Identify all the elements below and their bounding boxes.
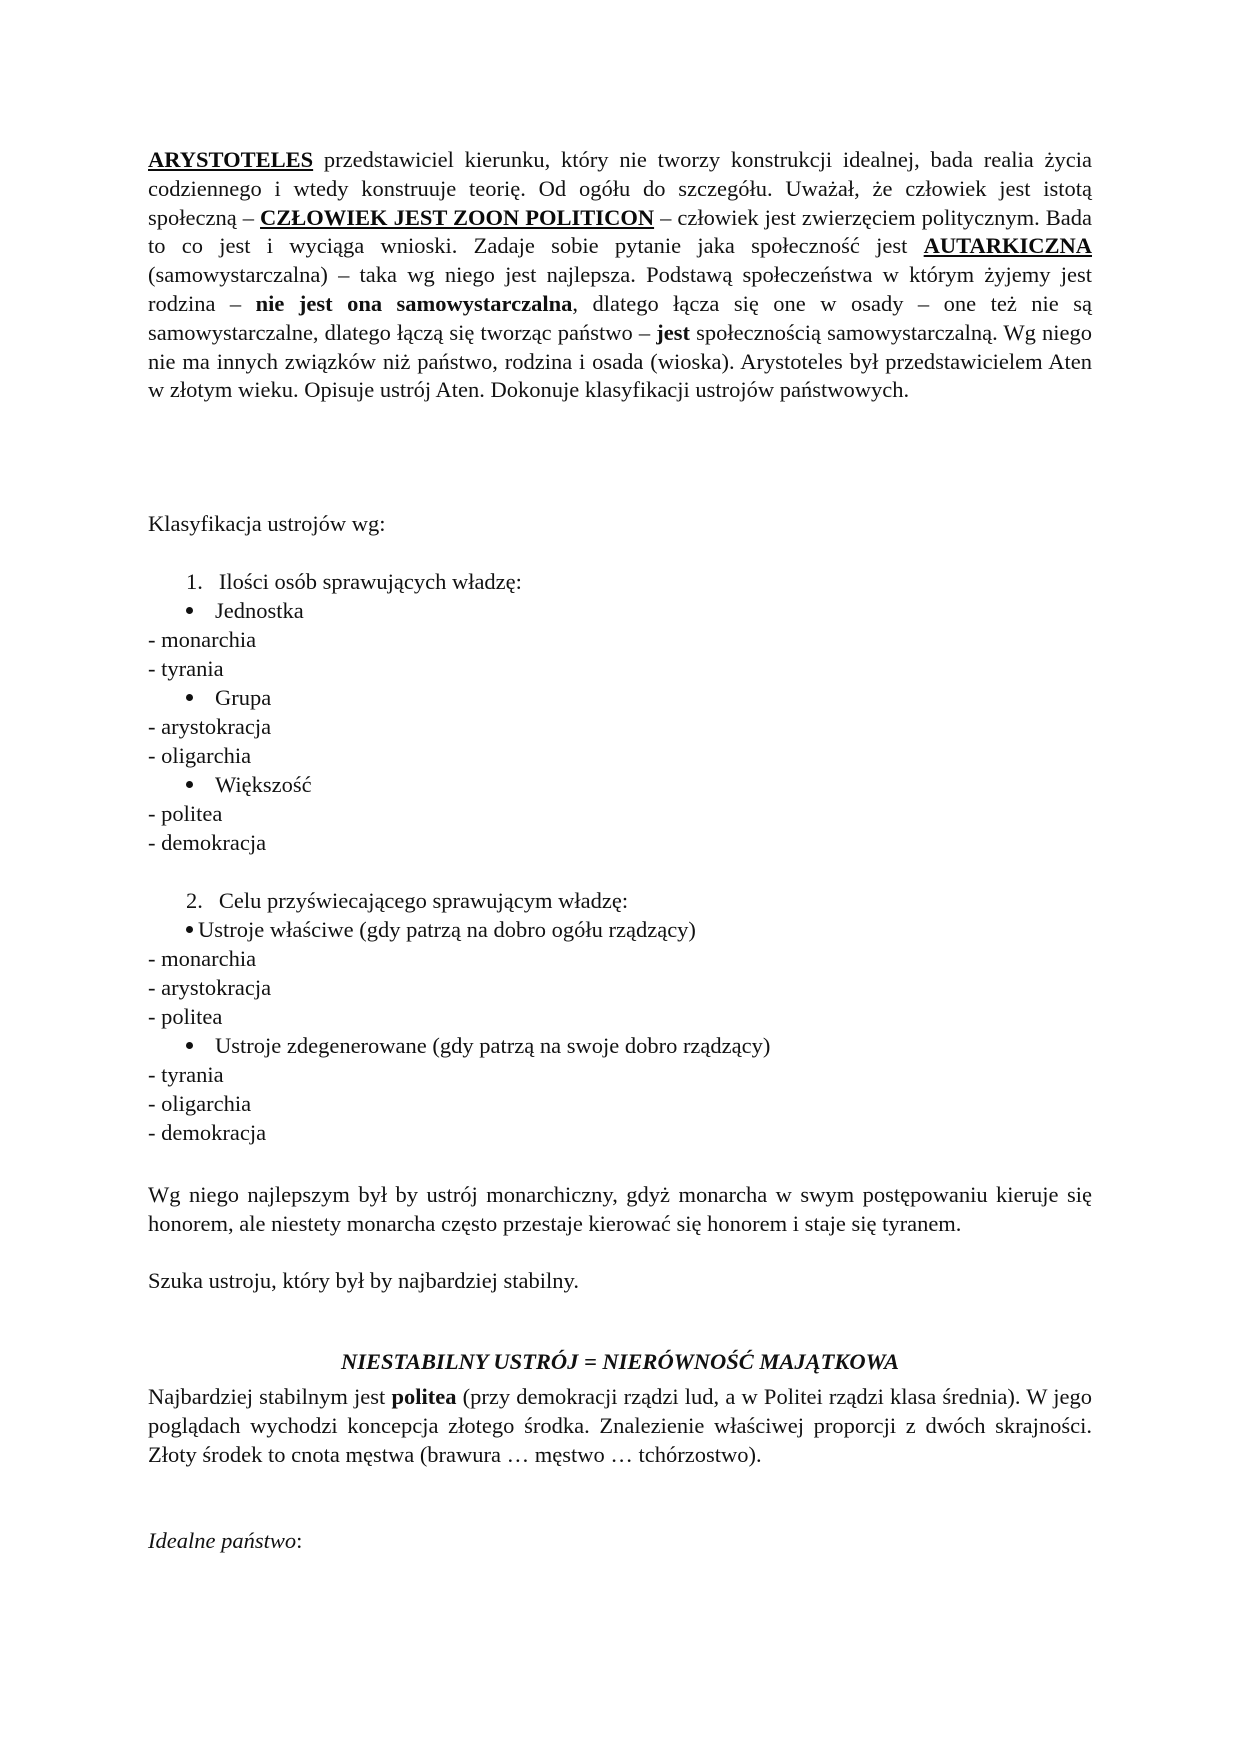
classification-heading: Klasyfikacja ustrojów wg: <box>148 511 386 536</box>
center-heading: NIESTABILNY USTRÓJ = NIERÓWNOŚĆ MAJĄTKOWA <box>341 1348 899 1374</box>
list-item: - oligarchia <box>148 1091 252 1116</box>
politea-paragraph <box>148 1383 1092 1469</box>
section-2-number: 2. <box>186 888 203 913</box>
bullet-icon <box>186 607 193 614</box>
bullet-icon <box>186 1042 193 1049</box>
list-item: - arystokracja <box>148 714 272 739</box>
politea-bold: politea <box>391 1384 457 1409</box>
section-2-title <box>186 887 628 915</box>
intro-bold-1: nie jest ona samowystarczalna <box>255 290 573 316</box>
ideal-state-text: Idealne państwo <box>148 1528 297 1553</box>
bullet-icon <box>186 926 193 933</box>
list-item: - oligarchia <box>148 743 252 768</box>
bullet-label: Grupa <box>215 685 272 710</box>
bullet-label: Większość <box>215 772 312 797</box>
bullet-label: Ustroje właściwe (gdy patrzą na dobro ogółu rządzący) <box>198 917 696 942</box>
list-item: - monarchia <box>148 627 257 652</box>
intro-text-4: , dlatego łącza się one w osady – one też nie są samowystarczalne, dlatego łączą się tworząc państwo – <box>148 290 1092 345</box>
bullet-item <box>186 916 696 944</box>
intro-text-1: przedstawiciel kierunku, który nie tworzy konstrukcji idealnej, bada realia życia codziennego i wtedy konstruuje teorię. Od ogółu do szczegółu. Uważał, że człowiek jest istotą społeczną – <box>148 147 1092 230</box>
intro-text-2: – człowiek jest zwierzęciem politycznym. Bada to co jest i wyciąga wnioski. Zadaje sobie pytanie jaka społeczność jest <box>148 204 1092 259</box>
section-1-text: Ilości osób sprawujących władzę: <box>218 569 522 594</box>
list-item: - politea <box>148 801 223 826</box>
bullet-item <box>186 771 312 799</box>
list-item: - demokracja <box>148 1120 267 1145</box>
monarchy-paragraph: Wg niego najlepszym był by ustrój monarchiczny, gdyż monarcha w swym postępowaniu kieruje się honorem, ale niestety monarcha często przestaje kierować się honorem i staje się tyranem. <box>148 1182 1092 1236</box>
list-item: - demokracja <box>148 830 267 855</box>
bullet-icon <box>186 694 193 701</box>
bullet-label: Ustroje zdegenerowane (gdy patrzą na swoje dobro rządzący) <box>215 1033 771 1058</box>
bullet-item <box>186 1032 770 1060</box>
keyword-arystoteles: ARYSTOTELES <box>148 147 314 172</box>
intro-text-5: społecznością samowystarczalną. Wg niego nie ma innych związków niż państwo, rodzina i osada (wioska). Arystoteles był przedstawicielem Aten w złotym wieku. Opisuje ustrój Aten. Dokonuje klasyfikacji ustrojów państwowych. <box>148 319 1092 403</box>
ideal-state-colon: : <box>296 1528 303 1553</box>
list-item: - tyrania <box>148 656 224 681</box>
intro-paragraph <box>148 146 1092 405</box>
bullet-label: Jednostka <box>215 598 304 623</box>
list-item: - monarchia <box>148 946 257 971</box>
bullet-icon <box>186 781 193 788</box>
section-2-text: Celu przyświecającego sprawującym władzę: <box>218 888 629 913</box>
list-item: - tyrania <box>148 1062 224 1087</box>
bullet-item <box>186 684 271 712</box>
intro-bold-2: jest <box>656 319 690 345</box>
list-item: - politea <box>148 1004 223 1029</box>
politea-text-1: Najbardziej stabilnym jest <box>148 1384 392 1409</box>
section-1-number: 1. <box>186 569 203 594</box>
bullet-item <box>186 597 304 625</box>
keyword-zoon-politicon: CZŁOWIEK JEST ZOON POLITICON <box>260 204 655 230</box>
intro-text-3: (samowystarczalna) – taka wg niego jest najlepsza. Podstawą społeczeństwa w którym żyjemy jest rodzina – <box>148 262 1092 316</box>
list-item: - arystokracja <box>148 975 272 1000</box>
ideal-state-label <box>148 1527 302 1555</box>
section-1-title <box>186 568 522 596</box>
politea-text-2: (przy demokracji rządzi lud, a w Politei rządzi klasa średnia). W jego poglądach wychodzi koncepcja złotego środka. Znalezienie właściwej proporcji z dwóch skrajności. Złoty środek to cnota męstwa (brawura … męstwo … tchórzostwo). <box>148 1384 1093 1467</box>
stability-sentence: Szuka ustroju, który był by najbardziej stabilny. <box>148 1268 579 1293</box>
keyword-autarkiczna: AUTARKICZNA <box>923 233 1092 259</box>
